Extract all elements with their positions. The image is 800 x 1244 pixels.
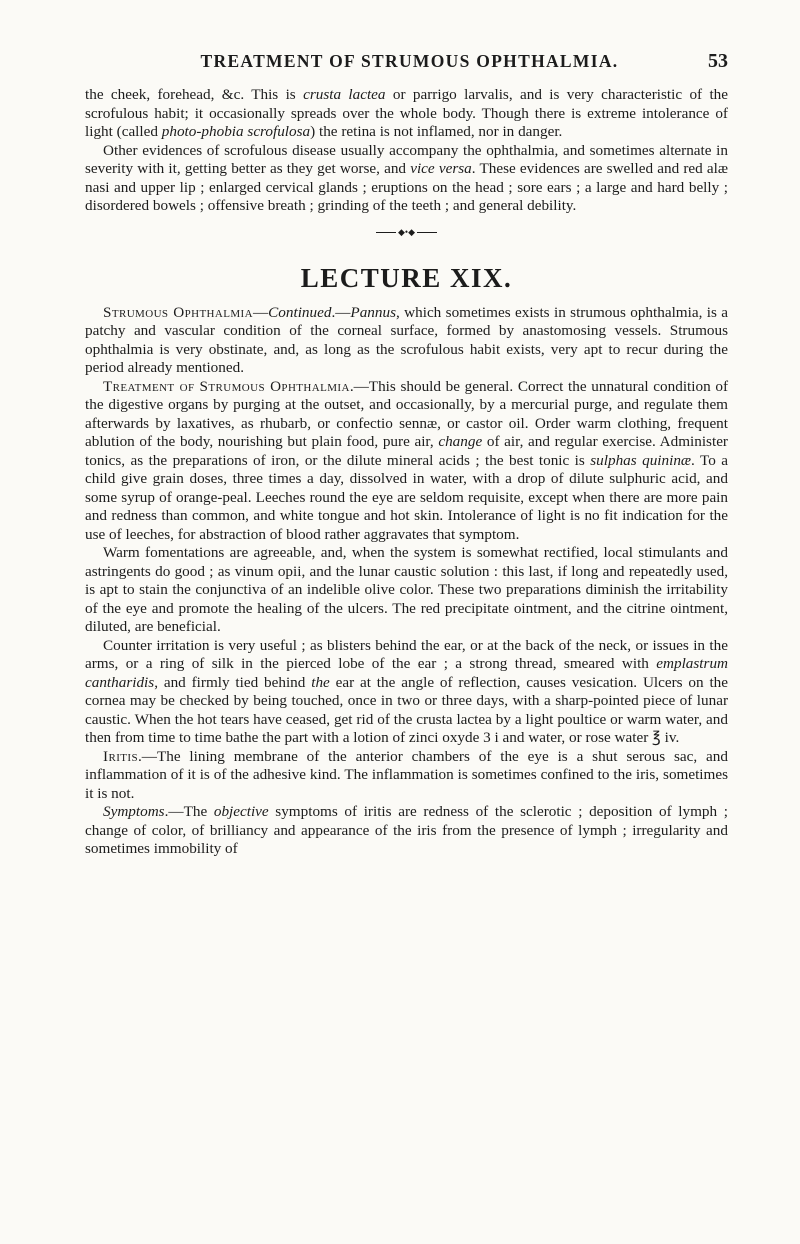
section-divider [85,228,728,237]
lecture-heading: LECTURE XIX. [300,262,513,293]
counter-irritation-paragraph: Counter irritation is very useful ; as blisters behind the ear, or at the back of the neck, or issues in the arms, or a ring of silk in the pierced lobe of the ear ; a strong thread, smeared with emplastrum cantharidis, and firmly tied behind the ear at the angle of reflection, causes vesication. Ulcers on the cornea may be checked by being touched, once in two or three days, with a sharp-pointed piece of lunar caustic. When the hot tears have ceased, get rid of the crusta lactea by a light poultice or warm water, and then from time to time bathe the part with a lotion of zinci oxyde 3 i and water, or rose water ℥ iv. [85,636,729,746]
symptoms-paragraph: Symptoms.—The objective symptoms of iritis are redness of the sclerotic ; deposition of lymph ; change of color, of brilliancy and appearance of the iris from the presence of lymph ; irregularity and sometimes immobility of [85,803,728,857]
running-head [85,50,728,86]
pannus-paragraph: Strumous Ophthalmia—Continued.—Pannus, which sometimes exists in strumous ophthalmia, is a patchy and vascular condition of the corneal surface, formed by anastomosing vessels. Strumous ophthalmia is very obstinate, and, as long as the scrofulous habit exists, very apt to recur during the period already mentioned. [85,303,728,376]
page-number: 53 [708,50,728,72]
divider-ornament-icon: ◆•◆ [398,226,415,237]
running-title: TREATMENT OF STRUMOUS OPHTHALMIA. [200,51,619,71]
fomentations-paragraph: Warm fomentations are agreeable, and, when the system is somewhat rectified, local stimulants and astringents do good ; as vinum opii, and the lunar caustic solution : this last, if long and repeatedly used, is apt to stain the conjunctiva of an indelible olive color. These two preparations diminish the irritability of the eye and promote the healing of the ulcers. The red precipitate ointment, and the citrine ointment, diluted, are beneficial. [85,544,728,635]
treatment-paragraph: Treatment of Strumous Ophthalmia.—This should be general. Correct the unnatural condition of the digestive organs by purging at the outset, and occasionally, by a mercurial purge, and regulate them afterwards by laxatives, as rhubarb, or confectio sennæ, or castor oil. Order warm clothing, frequent ablution of the body, nourishing but plain food, pure air, change of air, and regular exercise. Administer tonics, as the preparations of iron, or the dilute mineral acids ; the best tonic is sulphas quininæ. To a child give grain doses, three times a day, dissolved in water, with a drop of dilute sulphuric acid, and some syrup of orange-peal. Leeches round the eye are seldom requisite, except when there are more pain and redness than common, and white tongue and hot skin. Intolerance of light is no fit indication for the use of leeches, for abstraction of blood rather aggravates that symptom. [85,377,728,543]
iritis-paragraph: Iritis.—The lining membrane of the anterior chambers of the eye is a shut serous sac, and inflammation of it is of the adhesive kind. The inflammation is sometimes confined to the iris, sometimes it is not. [85,747,728,802]
intro-paragraph-1: the cheek, forehead, &c. This is crusta lactea or parrigo larvalis, and is very characteristic of the scrofulous habit; it occasionally spreads over the whole body. Though there is extreme intolerance of light (called photo-phobia scrofulosa) the retina is not inflamed, nor in danger. [85,86,729,140]
intro-paragraph-2: Other evidences of scrofulous disease usually accompany the ophthalmia, and sometimes alternate in severity with it, getting better as they get worse, and vice versa. These evidences are swelled and red alæ nasi and upper lip ; enlarged cervical glands ; eruptions on the head ; sore ears ; a large and hard belly ; disordered bowels ; offensive breath ; grinding of the teeth ; and general debility. [85,141,729,214]
